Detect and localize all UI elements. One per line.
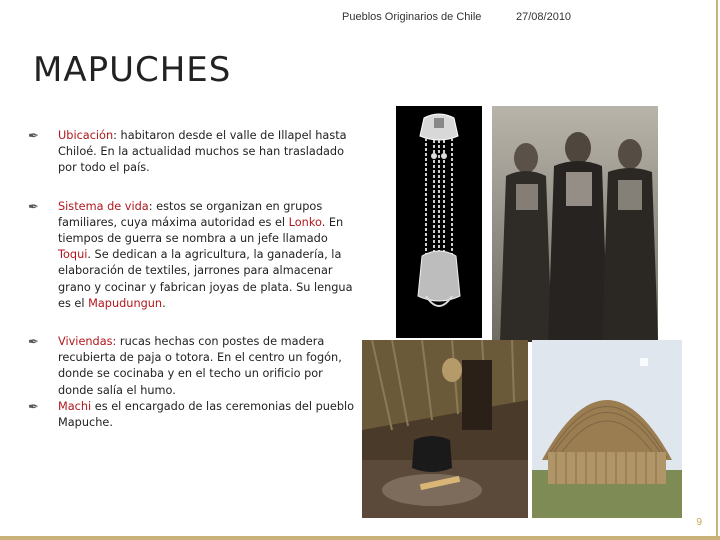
bullet-ubicacion <box>28 128 358 177</box>
header-organization: Pueblos Originarios de Chile <box>342 11 482 23</box>
slide-border-right <box>716 0 718 540</box>
silver-jewelry-photo <box>396 106 482 338</box>
term-toqui: Toqui <box>58 248 88 262</box>
text-viviendas: rucas hechas con postes de madera recubierta de paja o totora. En el centro un fogón, donde se cocinaba y en el techo un orificio por donde salía el humo. <box>58 335 342 397</box>
bullet-list <box>28 128 358 431</box>
feather-quill-icon: ✒ <box>28 335 39 351</box>
slide-border-bottom <box>0 536 720 540</box>
header-date: 27/08/2010 <box>516 11 572 23</box>
text-ubicacion: : habitaron desde el valle de Illapel hasta Chiloé. En la actualidad muchos se han trasladado por todo el país. <box>58 129 347 175</box>
text-sistema-part2: . En tiempos de guerra se nombra a un jefe llamado <box>58 215 344 246</box>
text-sistema-part1: : estos se organizan en grupos familiares, cuya máxima autoridad es el <box>58 199 323 229</box>
feather-quill-icon: ✒ <box>28 399 39 415</box>
slide-title: MAPUCHES <box>33 50 232 90</box>
mapuche-women-photo <box>492 106 658 342</box>
term-ubicacion: Ubicación <box>58 129 114 142</box>
ruca-interior-photo <box>362 340 528 518</box>
ruca-exterior-photo <box>532 340 682 518</box>
term-lonko: Lonko <box>288 215 322 229</box>
term-sistema-de-vida: Sistema de vida <box>58 199 149 213</box>
term-mapudungun: Mapudungun <box>88 296 163 310</box>
text-sistema-part4: . <box>162 296 166 310</box>
text-machi: es el encargado de las ceremonias del pueblo Mapuche. <box>58 399 355 430</box>
feather-quill-icon: ✒ <box>28 199 39 215</box>
bullet-viviendas <box>28 334 358 399</box>
bullet-machi <box>28 399 358 431</box>
text-sistema-part3: . Se dedican a la agricultura, la ganadería, la elaboración de textiles, jarrones para almacenar grano y cocinar y fabrican joyas de plata. Su lengua es el <box>58 248 353 310</box>
term-machi: Machi <box>58 399 92 413</box>
term-viviendas: Viviendas: <box>58 335 117 349</box>
page-number: 9 <box>696 517 702 528</box>
bullet-sistema-de-vida <box>28 199 358 312</box>
feather-quill-icon: ✒ <box>28 129 39 144</box>
